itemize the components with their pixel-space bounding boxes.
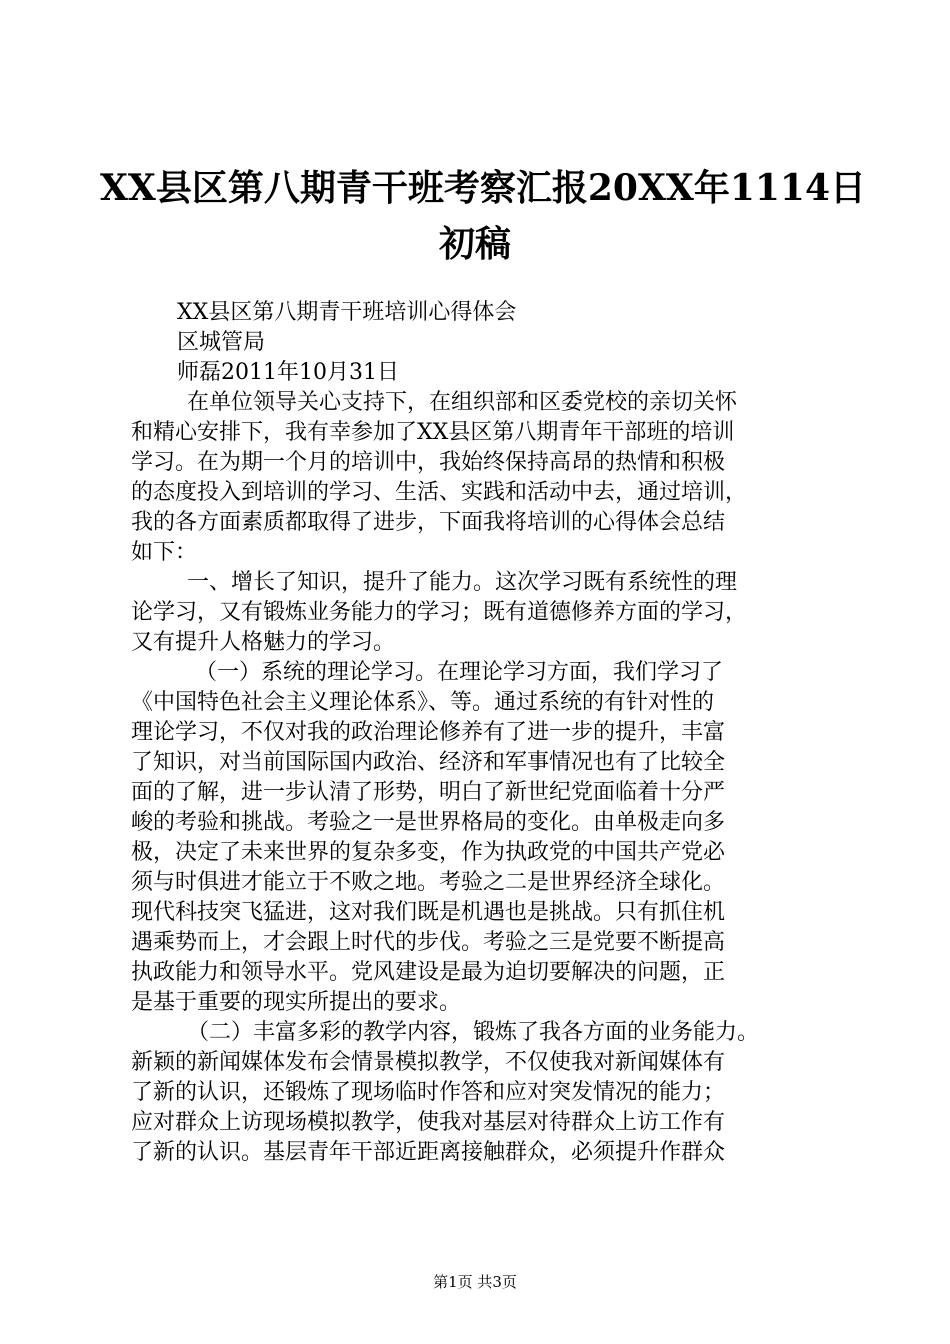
paragraph-line: 又有提升人格魅力的学习。: [131, 630, 396, 655]
paragraph-line: 学习。在为期一个月的培训中，我始终保持高昂的热情和积极: [131, 450, 726, 475]
paragraph-line: 新颖的新闻媒体发布会情景模拟教学，不仅使我对新闻媒体有: [131, 1050, 726, 1075]
paragraph-line: 我的各方面素质都取得了进步，下面我将培训的心得体会总结: [131, 510, 726, 535]
paragraph-line: 在单位领导关心支持下，在组织部和区委党校的亲切关怀: [187, 390, 738, 415]
section-heading-line: 一、增长了知识，提升了能力。这次学习既有系统性的理: [187, 570, 738, 595]
paragraph-line: 和精心安排下，我有幸参加了XX县区第八期青年干部班的培训: [131, 420, 735, 445]
paragraph-line: 了新的认识，还锻炼了现场临时作答和应对突发情况的能力；: [131, 1080, 726, 1105]
subsection-heading-line: （二）丰富多彩的教学内容，锻炼了我各方面的业务能力。: [187, 1020, 760, 1045]
paragraph-line: 峻的考验和挑战。考验之一是世界格局的变化。由单极走向多: [131, 810, 726, 835]
paragraph-line: 了新的认识。基层青年干部近距离接触群众，必须提升作群众: [131, 1140, 726, 1165]
paragraph-line: 面的了解，进一步认清了形势，明白了新世纪党面临着十分严: [131, 780, 726, 805]
paragraph-line: 的态度投入到培训的学习、生活、实践和活动中去，通过培训，: [131, 480, 748, 505]
paragraph-line: 《中国特色社会主义理论体系》、等。通过系统的有针对性的: [131, 690, 715, 715]
document-title-line-2: 初稿: [438, 223, 511, 265]
paragraph-line: 是基于重要的现实所提出的要求。: [131, 990, 462, 1015]
paragraph-line: 执政能力和领导水平。党风建设是最为迫切要解决的问题，正: [131, 960, 726, 985]
paragraph-line: 须与时俱进才能立于不败之地。考验之二是世界经济全球化。: [131, 870, 726, 895]
department-line: 区城管局: [177, 330, 266, 355]
paragraph-line: 应对群众上访现场模拟教学，使我对基层对待群众上访工作有: [131, 1110, 726, 1135]
document-body: [131, 298, 836, 1168]
paragraph-line: 遇乘势而上，才会跟上时代的步伐。考验之三是党要不断提高: [131, 930, 726, 955]
page-footer: 第1页 共3页: [433, 1273, 517, 1291]
subtitle-line: XX县区第八期青干班培训心得体会: [177, 300, 517, 325]
paragraph-line: 如下：: [131, 540, 198, 565]
paragraph-line: 理论学习，不仅对我的政治理论修养有了进一步的提升，丰富: [131, 720, 726, 745]
paragraph-line: 论学习，又有锻炼业务能力的学习；既有道德修养方面的学习，: [131, 600, 748, 625]
document-title-line-1: XX县区第八期青干班考察汇报20XX年1114日: [100, 167, 867, 209]
paragraph-line: 了知识，对当前国际国内政治、经济和军事情况也有了比较全: [131, 750, 726, 775]
subsection-heading-line: （一）系统的理论学习。在理论学习方面，我们学习了: [195, 660, 724, 685]
paragraph-line: 现代科技突飞猛进，这对我们既是机遇也是挑战。只有抓住机: [131, 900, 726, 925]
author-date-line: 师磊2011年10月31日: [177, 360, 399, 385]
paragraph-line: 极，决定了未来世界的复杂多变，作为执政党的中国共产党必: [131, 840, 726, 865]
